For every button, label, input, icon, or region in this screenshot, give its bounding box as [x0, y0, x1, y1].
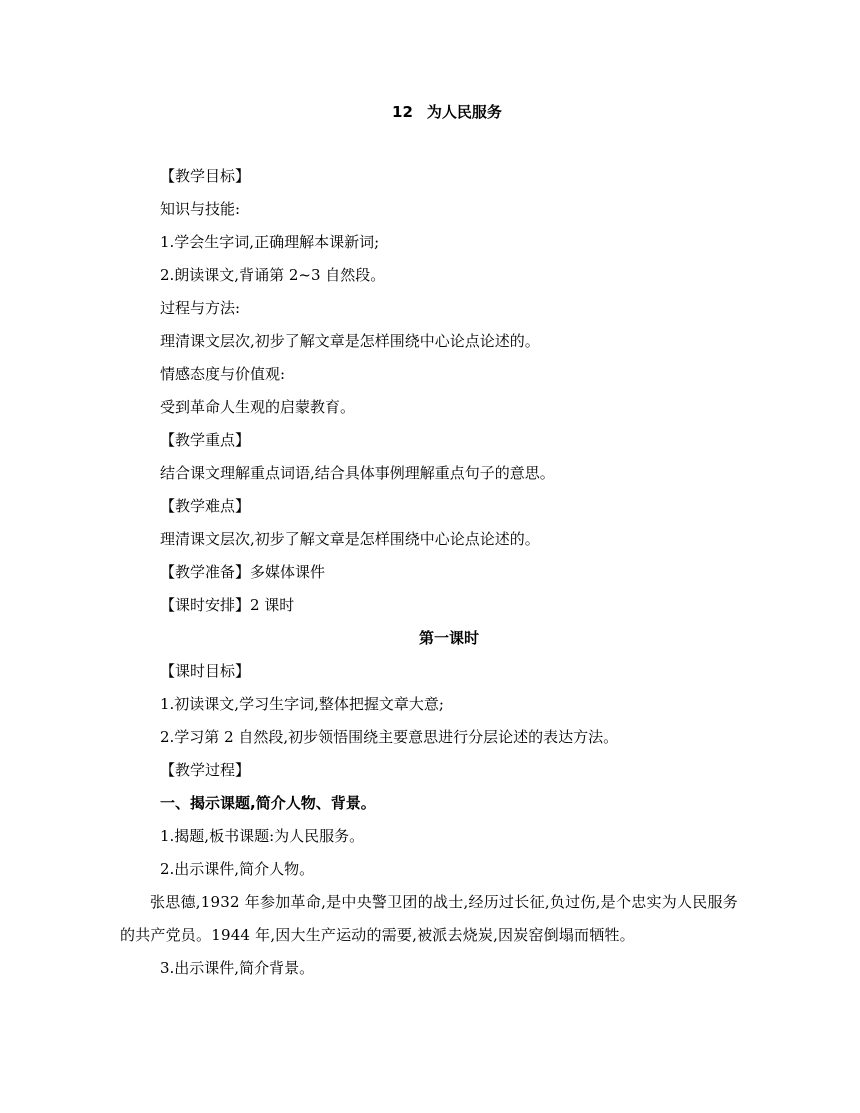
step-heading: 一、揭示课题,简介人物、背景。 [160, 794, 376, 812]
objective-item: 受到革命人生观的启蒙教育。 [160, 398, 356, 416]
key-point-text: 结合课文理解重点词语,结合具体事例理解重点句子的意思。 [160, 464, 555, 482]
section-heading-process: 【教学过程】 [160, 761, 251, 779]
section-heading-objectives: 【教学目标】 [160, 167, 251, 185]
difficulty-text: 理清课文层次,初步了解文章是怎样围绕中心论点论述的。 [160, 530, 540, 548]
step-item: 3.出示课件,简介背景。 [160, 959, 315, 977]
subheading-process-method: 过程与方法: [160, 299, 241, 317]
title-number: 12 [392, 103, 413, 121]
subheading-knowledge-skills: 知识与技能: [160, 200, 241, 218]
section-heading-difficulties: 【教学难点】 [160, 497, 251, 515]
page-title [160, 101, 734, 123]
step-item: 2.出示课件,简介人物。 [160, 860, 315, 878]
step-item: 1.揭题,板书课题:为人民服务。 [160, 827, 365, 845]
objective-item: 理清课文层次,初步了解文章是怎样围绕中心论点论述的。 [160, 332, 540, 350]
lesson-heading: 第一课时 [418, 629, 479, 647]
lesson-objective-item: 1.初读课文,学习生字词,整体把握文章大意; [160, 695, 444, 713]
subheading-attitude-values: 情感态度与价值观: [160, 365, 286, 383]
document-body [120, 160, 738, 985]
section-heading-key-points: 【教学重点】 [160, 431, 251, 449]
teaching-preparation: 【教学准备】多媒体课件 [160, 563, 326, 581]
class-schedule: 【课时安排】2 课时 [160, 596, 295, 614]
title-text: 为人民服务 [426, 103, 502, 121]
objective-item: 2.朗读课文,背诵第 2~3 自然段。 [160, 266, 386, 284]
lesson-objective-item: 2.学习第 2 自然段,初步领悟围绕主要意思进行分层论述的表达方法。 [160, 728, 619, 746]
biography-paragraph: 张思德,1932 年参加革命,是中央警卫团的战士,经历过长征,负过伤,是个忠实为人民服务的共产党员。1944 年,因大生产运动的需要,被派去烧炭,因炭窑倒塌而牺牲。 [120, 893, 738, 944]
objective-item: 1.学会生字词,正确理解本课新词; [160, 233, 380, 251]
section-heading-lesson-objectives: 【课时目标】 [160, 662, 251, 680]
